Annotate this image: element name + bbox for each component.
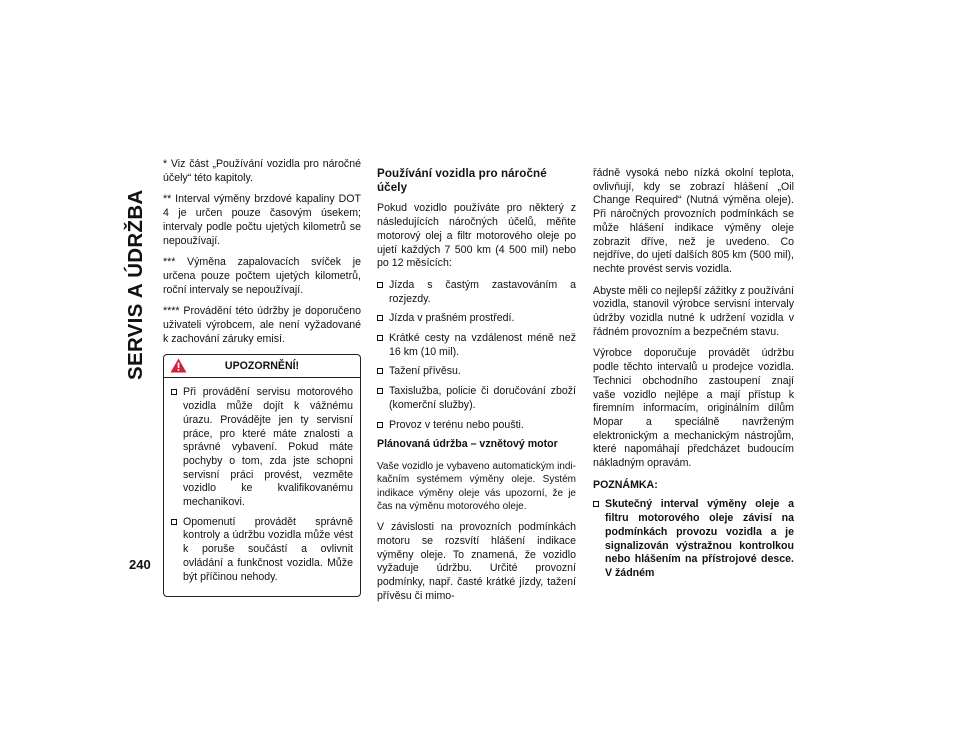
warning-item-text: Opomenutí provádět správně kontroly a údržbu vozidla může vést k poruše součástí a ovlivnit ovládání a funkčnost vozidla. Může být příčinou nehody. — [183, 515, 353, 583]
list-item — [377, 279, 576, 306]
checkbox-bullet-icon — [377, 282, 383, 288]
footnote: * Viz část „Používání vozidla pro náročné účely“ této kapitoly. — [163, 158, 361, 184]
list-item-text: Jízda s častým zastavováním a rozjezdy. — [389, 278, 576, 305]
footnote: **** Provádění této údržby je doporučeno uživateli výrobcem, ale není vyžadované k zachování záruky emisí. — [163, 305, 361, 345]
checkbox-bullet-icon — [377, 368, 383, 374]
column-middle — [377, 167, 576, 611]
paragraph: Výrobce doporučuje provádět údržbu podle těchto intervalů u prodejce vozidla. Technici obchodního zastoupení znají vaše vozidlo nejlépe a mají přístup k firemním informacím, originálním dílům Mopar a speciálně navrženým elektronickým a mechanickým nástrojům, které napomáhají předcházet budoucím nákladným opravám. — [593, 347, 794, 470]
note-item-text: Skutečný interval výměny oleje a filtru motorového oleje závisí na podmínkách provozu vozidla a je signalizován výstražnou kontrolkou nebo hlášením na přístrojové desce. V žádném — [605, 498, 794, 579]
subsection-heading: Plánovaná údržba – vznětový motor — [377, 438, 558, 451]
section-intro: Pokud vozidlo používáte pro některý z následujících náročných účelů, měňte motorový olej a filtr motorového oleje po ujetí každých 7 500 km (4 500 mil) nebo po 12 měsících: — [377, 202, 576, 270]
chapter-side-title: SERVIS A ÚDRŽBA — [124, 189, 147, 380]
list-item — [377, 385, 576, 412]
warning-triangle-icon — [170, 358, 187, 373]
list-item-text: Taxislužba, policie či doručování zboží (komerční služby). — [389, 385, 576, 411]
note-title: POZNÁMKA: — [593, 478, 658, 491]
page-number: 240 — [129, 557, 151, 572]
warning-item-text: Při provádění servisu motorového vozidla může dojít k vážnému úrazu. Provádějte jen ty servisní práce, pro které máte znalosti a správné vybavení. Pokud máte pochyby o tom, zda jste schopni servisní práci provést, vezměte vozidlo ke kvalifikovanému mechanikovi. — [183, 386, 353, 509]
checkbox-bullet-icon — [593, 501, 599, 507]
column-right — [593, 167, 794, 587]
list-item — [377, 332, 576, 359]
list-item-text: Provoz v terénu nebo poušti. — [389, 418, 524, 431]
checkbox-bullet-icon — [377, 315, 383, 321]
footnote: ** Interval výměny brzdové kapaliny DOT 4 je určen pouze časovým úsekem; intervaly podle počtu ujetých kilometrů se nepoužívají. — [163, 193, 361, 247]
subsection-paragraph: Vaše vozidlo je vybaveno automatickým indikačním systémem výměny oleje. Systém indikace výměny oleje vás upozorní, že je čas na výměnu motorového oleje. — [377, 460, 576, 512]
section-heading: Používání vozidla pro náročné účely — [377, 167, 547, 194]
warning-item — [171, 516, 353, 585]
list-item-text: Krátké cesty na vzdálenost méně než 16 km (10 mil). — [389, 332, 576, 358]
column-left — [163, 158, 361, 597]
paragraph: Abyste měli co nejlepší zážitky z používání vozidla, stanovil výrobce servisní intervaly údržby vozidla nutné k udržení vozidla v řádném provozním a bezpečném stavu. — [593, 284, 794, 338]
warning-title: UPOZORNĚNÍ! — [224, 360, 300, 373]
checkbox-bullet-icon — [377, 422, 383, 428]
conditions-list — [377, 279, 576, 432]
note-list — [593, 498, 794, 580]
warning-box — [163, 354, 361, 597]
footnote: *** Výměna zapalovacích svíček je určena pouze počtem ujetých kilometrů, roční intervaly se nepoužívají. — [163, 256, 361, 296]
checkbox-bullet-icon — [171, 519, 177, 525]
checkbox-bullet-icon — [171, 389, 177, 395]
warning-header — [164, 355, 360, 378]
list-item — [377, 365, 576, 379]
warning-item — [171, 386, 353, 509]
checkbox-bullet-icon — [377, 335, 383, 341]
list-item-text: Jízda v prašném prostředí. — [389, 312, 515, 325]
warning-body — [164, 378, 360, 584]
paragraph: V závislosti na provozních podmínkách motoru se rozsvítí hlášení indikace výměny oleje. To znamená, že vozidlo vyžaduje údržbu. Určité provozní podmínky, např. časté krátké jízdy, tažení přívěsu či mimo- — [377, 521, 576, 602]
paragraph: řádně vysoká nebo nízká okolní teplota, ovlivňují, kdy se zobrazí hlášení „Oil Change Required“ (Nutná výměna oleje). Při náročných provozních podmínkách se může hlášení indikace výměny oleje zobrazit dříve, než je uvedeno. Co nejdříve, do ujetí dalších 805 km (500 mil), nechte provést servis vozidla. — [593, 167, 794, 275]
checkbox-bullet-icon — [377, 388, 383, 394]
list-item-text: Tažení přívěsu. — [389, 365, 461, 378]
list-item — [377, 419, 576, 433]
list-item — [377, 312, 576, 326]
note-item — [593, 498, 794, 580]
